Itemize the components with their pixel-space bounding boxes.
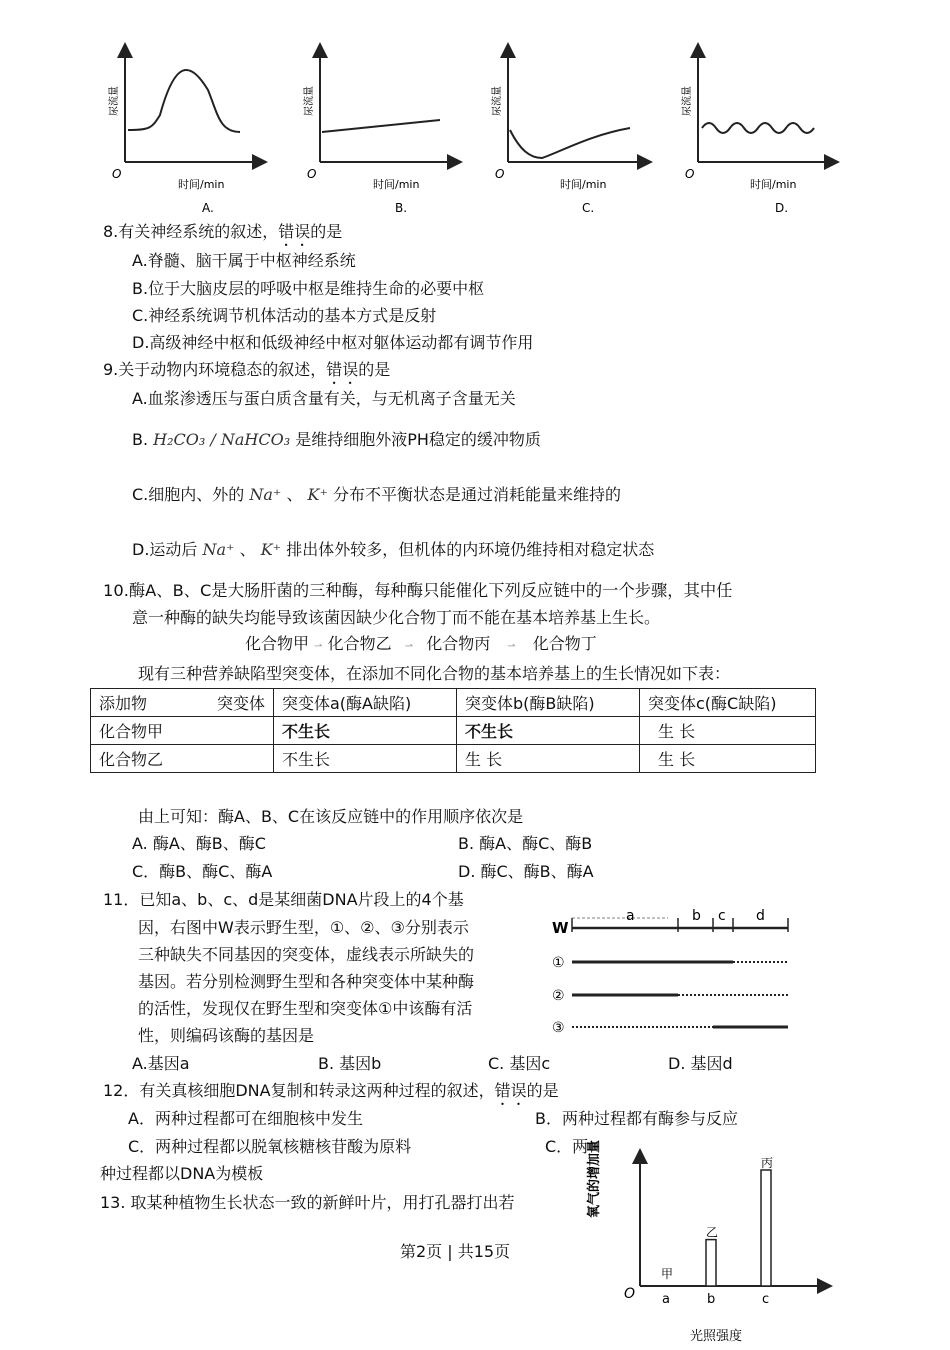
table-cell: 生 长 [457, 745, 640, 773]
x-tick-label: a [662, 1292, 670, 1307]
chain-compound-3: 化合物丙 [426, 634, 491, 653]
q10-conclusion: 由上可知：酶A、B、C在该反应链中的作用顺序依次是 [138, 807, 524, 826]
q10-stem-line2: 意一种酶的缺失均能导致该菌因缺少化合物丁而不能在基本培养基上生长。 [132, 608, 661, 627]
q11-line-6: 性，则编码该酶的基因是 [138, 1026, 315, 1045]
chart-origin: O [624, 1286, 636, 1302]
table-row-label: 化合物乙 [91, 745, 274, 773]
q9-option-a: A.血浆渗透压与蛋白质含量有关，与无机离子含量无关 [132, 389, 516, 408]
curve-c [510, 128, 630, 158]
q12-option-d-part2: 种过程都以DNA为模板 [100, 1164, 264, 1183]
q11-line-3: 三种缺失不同基因的突变体，虚线表示所缺失的 [138, 945, 475, 964]
mutant-2-label: ② [552, 988, 565, 1004]
bar-c [761, 1170, 771, 1286]
table-header-row [91, 689, 816, 717]
q11-line-4: 基因。若分别检测野生型和各种突变体中某种酶 [138, 972, 475, 991]
chain-arrow-icon: ⇀ [507, 641, 516, 652]
graph-d-xlabel: 时间/min [750, 178, 797, 191]
graph-c-origin: O [495, 167, 505, 181]
q10-option-c: C．酶B、酶C、酶A [132, 862, 273, 881]
chain-compound-4: 化合物丁 [532, 634, 597, 653]
graph-a-ylabel: 尿流量 [109, 86, 120, 116]
table-corner-cell: 添加物 突变体 [91, 689, 274, 717]
q9-buffer-formula: H₂CO₃ / NaHCO₃ [153, 430, 291, 449]
q10-option-a: A. 酶A、酶B、酶C [132, 834, 266, 853]
urine-flow-graphs [90, 40, 840, 220]
q9-option-b: B. H₂CO₃ / NaHCO₃ 是维持细胞外液PH稳定的缓冲物质 [132, 430, 541, 449]
graph-b-origin: O [307, 167, 317, 181]
graph-c-xlabel: 时间/min [560, 178, 607, 191]
table-cell: 生 长 [640, 717, 816, 745]
q11-line-5: 的活性，发现仅在野生型和突变体①中该酶有活 [138, 999, 473, 1018]
q11-option-c: C. 基因c [488, 1054, 551, 1073]
q12-option-c: C．两种过程都以脱氧核糖核苷酸为原料 [128, 1137, 412, 1156]
mutant-1-label: ① [552, 955, 565, 971]
graph-c-label: C. [582, 201, 595, 215]
graph-d [680, 50, 832, 215]
q8-option-b: B.位于大脑皮层的呼吸中枢是维持生命的必要中枢 [132, 279, 485, 298]
graph-b [302, 50, 455, 215]
q8-stem: 8.有关神经系统的叙述，错误的是 [103, 222, 343, 241]
segment-d-label: d [756, 908, 765, 924]
table-row [91, 745, 816, 773]
chart-bars [661, 1156, 773, 1307]
graph-c [490, 50, 645, 215]
table-cell: 不生长 [274, 717, 457, 745]
graph-d-label: D. [775, 201, 789, 215]
x-tick-label: b [707, 1292, 716, 1307]
chain-arrow-icon: ⇀ [404, 641, 414, 652]
graph-d-origin: O [685, 167, 695, 181]
bar-name-label: 丙 [761, 1156, 774, 1170]
graph-a-origin: O [112, 167, 122, 181]
q10-option-b: B. 酶A、酶C、酶B [458, 834, 593, 853]
curve-a [128, 70, 240, 132]
chain-compound-1: 化合物甲 [245, 634, 310, 653]
chain-arrow-icon: ⇀ [314, 641, 323, 652]
q8-option-a: A.脊髓、脑干属于中枢神经系统 [132, 251, 356, 270]
table-header-cell: 突变体c(酶C缺陷) [640, 689, 816, 717]
curve-b [322, 120, 440, 132]
q9-stem: 9.关于动物内环境稳态的叙述，错误的是 [103, 360, 391, 379]
bar-b [706, 1240, 716, 1286]
table-cell: 生 长 [640, 745, 816, 773]
curve-d [702, 123, 814, 133]
segment-c-label: c [718, 908, 726, 924]
q8-option-c: C.神经系统调节机体活动的基本方式是反射 [132, 306, 437, 325]
q12-option-b: B．两种过程都有酶参与反应 [535, 1109, 738, 1128]
q13-stem: 13. 取某种植物生长状态一致的新鲜叶片，用打孔器打出若 [100, 1193, 515, 1212]
table-row-label: 化合物甲 [91, 717, 274, 745]
q10-stem-line1: 10.酶A、B、C是大肠肝菌的三种酶，每种酶只能催化下列反应链中的一个步骤，其中任 [103, 581, 733, 600]
q11-option-a: A.基因a [132, 1054, 190, 1073]
graph-b-xlabel: 时间/min [373, 178, 420, 191]
graph-b-label: B. [395, 201, 408, 215]
q11-option-d: D. 基因d [668, 1054, 733, 1073]
x-tick-label: c [762, 1292, 770, 1307]
graph-a [107, 50, 260, 215]
q12-stem: 12．有关真核细胞DNA复制和转录这两种过程的叙述，错误的是 [103, 1081, 559, 1100]
bar-name-label: 乙 [706, 1225, 719, 1240]
graph-b-ylabel: 尿流量 [304, 86, 315, 116]
segment-a-label: a [626, 908, 635, 924]
q9-option-c: C.细胞内、外的 Na⁺ 、 K⁺ 分布不平衡状态是通过消耗能量来维持的 [132, 485, 622, 504]
graph-c-ylabel: 尿流量 [492, 86, 503, 116]
mutant-growth-table [90, 688, 816, 773]
q9-option-d: D.运动后 Na⁺ 、 K⁺ 排出体外较多，但机体的内环境仍维持相对稳定状态 [132, 540, 655, 559]
q10-option-d: D. 酶C、酶B、酶A [458, 862, 594, 881]
oxygen-bar-chart [587, 1139, 840, 1348]
wild-type-label: W [552, 919, 569, 937]
table-header-cell: 突变体b(酶B缺陷) [457, 689, 640, 717]
q8-option-d: D.高级神经中枢和低级神经中枢对躯体运动都有调节作用 [132, 333, 534, 352]
graph-a-label: A. [202, 201, 214, 215]
q12-option-d-part1: C．两 [545, 1137, 589, 1156]
q11-option-b: B. 基因b [318, 1054, 382, 1073]
q10-table-intro: 现有三种营养缺陷型突变体，在添加不同化合物的基本培养基上的生长情况如下表： [138, 664, 731, 683]
segment-b-label: b [692, 908, 701, 924]
mutant-3-label: ③ [552, 1020, 565, 1036]
q12-option-a: A．两种过程都可在细胞核中发生 [128, 1109, 363, 1128]
table-row [91, 717, 816, 745]
reaction-chain [245, 633, 597, 658]
chain-compound-2: 化合物乙 [327, 634, 392, 653]
chart-xlabel: 光照强度 [690, 1329, 743, 1344]
chart-ylabel: 氧气的增加量 [587, 1139, 602, 1218]
gene-deletion-figure [548, 900, 798, 1040]
q11-line-2: 因，右图中W表示野生型，①、②、③分别表示 [138, 918, 469, 937]
table-cell: 不生长 [274, 745, 457, 773]
page-footer: 第2页 | 共15页 [400, 1242, 511, 1261]
table-header-cell: 突变体a(酶A缺陷) [274, 689, 457, 717]
graph-a-xlabel: 时间/min [178, 178, 225, 191]
table-cell: 不生长 [457, 717, 640, 745]
q11-line-1: 11．已知a、b、c、d是某细菌DNA片段上的4个基 [103, 890, 464, 909]
bar-name-label: 甲 [661, 1267, 674, 1281]
graph-d-ylabel: 尿流量 [682, 86, 693, 116]
